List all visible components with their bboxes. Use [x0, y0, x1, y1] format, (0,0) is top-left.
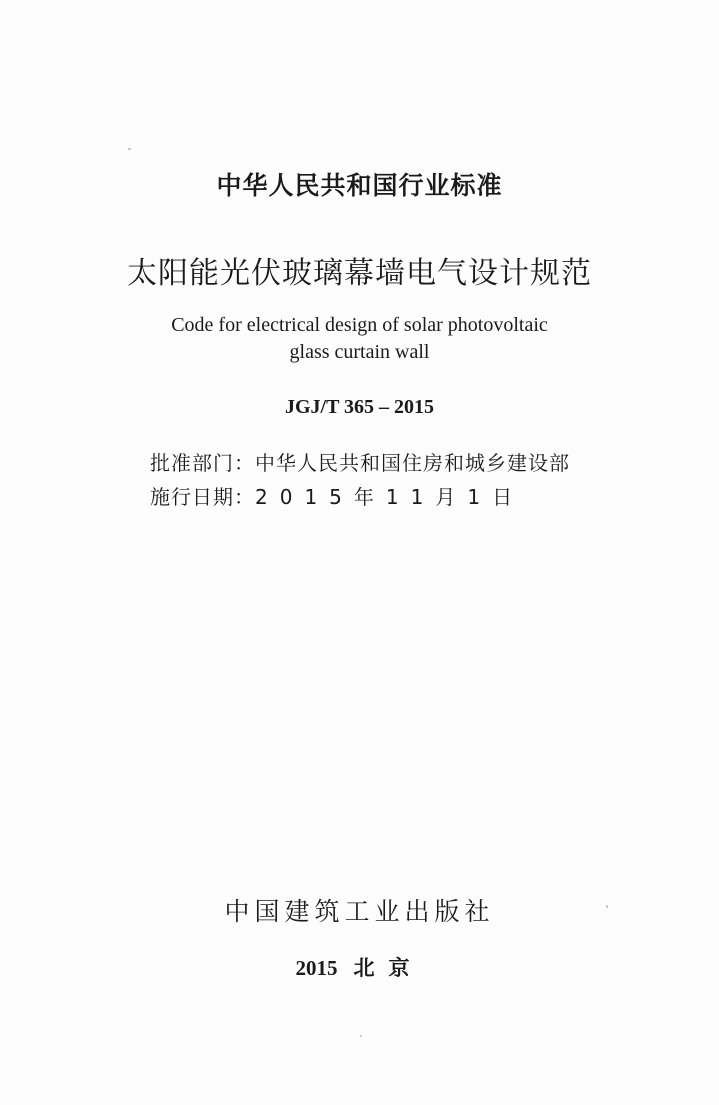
standard-category: 中华人民共和国行业标准 — [216, 171, 503, 200]
approval-value: 中华人民共和国住房和城乡建设部 — [255, 451, 570, 475]
english-title-line-1: Code for electrical design of solar photovoltaic — [171, 314, 548, 336]
chinese-title: 太阳能光伏玻璃幕墙电气设计规范 — [127, 256, 592, 291]
approval-label: 批准部门： — [150, 451, 255, 475]
approval-row — [150, 446, 610, 480]
metadata-block — [150, 446, 610, 514]
effective-date-row — [150, 480, 610, 514]
publisher-name: 中国建筑工业出版社 — [224, 897, 495, 926]
effective-date-value: 2015年11月1日 — [255, 485, 525, 509]
english-title-line-2: glass curtain wall — [289, 341, 430, 363]
scan-speck — [360, 1035, 362, 1037]
scan-speck — [128, 148, 131, 150]
standard-number: JGJ/T 365 – 2015 — [284, 396, 435, 418]
publication-city: 北京 — [353, 956, 424, 980]
effective-date-label: 施行日期： — [150, 485, 255, 509]
scan-speck — [606, 905, 608, 908]
publication-line — [0, 952, 719, 982]
publication-year: 2015 — [295, 956, 338, 980]
